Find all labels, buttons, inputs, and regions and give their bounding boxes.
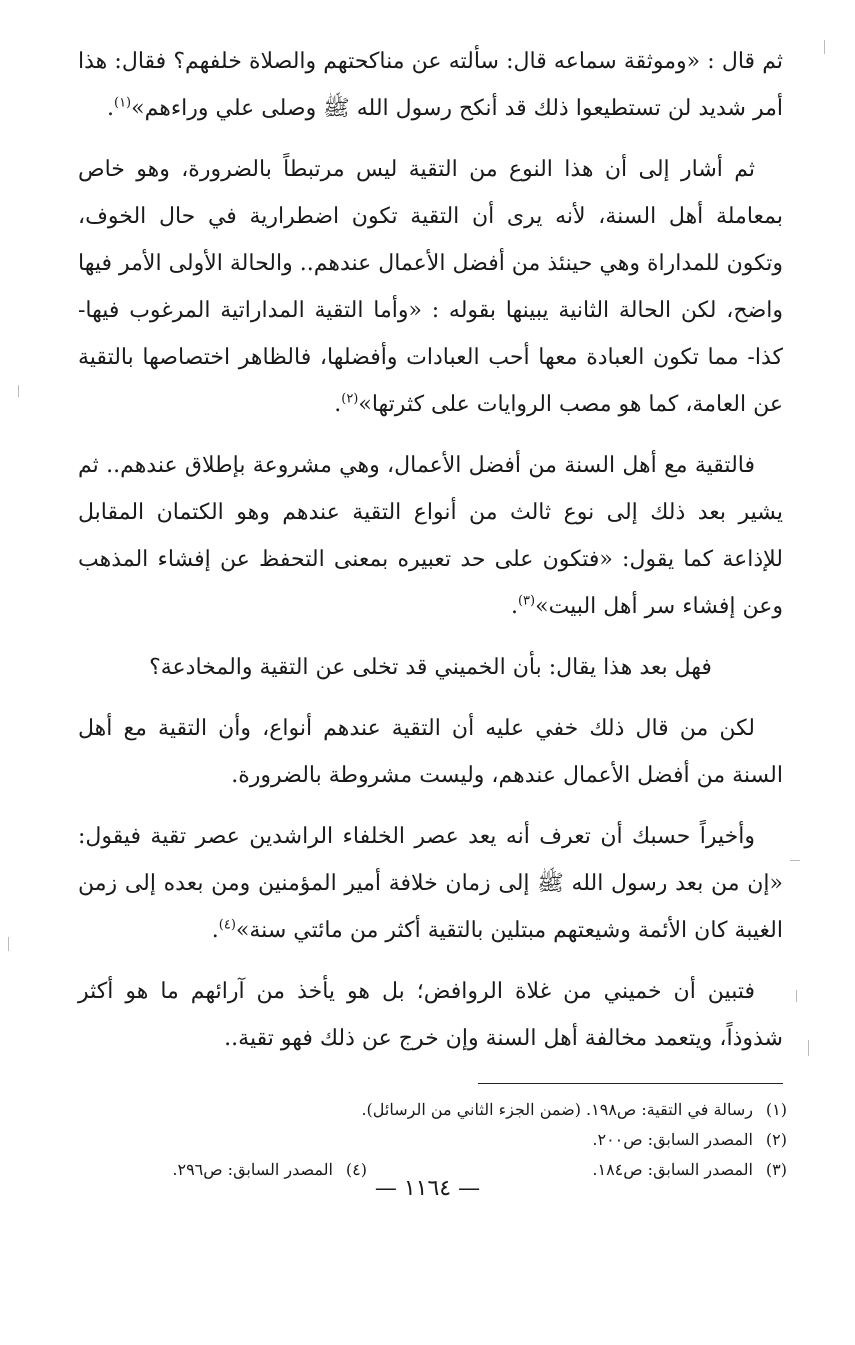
footnote-ref-3[interactable]: (٣) <box>517 593 536 609</box>
footnote-1-number: (١) <box>765 1100 787 1119</box>
paragraph-3 <box>78 442 783 630</box>
footnote-ref-2[interactable]: (٢) <box>341 391 359 407</box>
margin-mark <box>808 1040 809 1056</box>
paragraph-7 <box>78 968 783 1062</box>
footnote-1-text: رسالة في التقية: ص١٩٨. (ضمن الجزء الثاني من الرسائل). <box>361 1100 753 1119</box>
paragraph-1-end: . <box>106 96 114 121</box>
footnotes <box>110 1095 787 1185</box>
footnote-ref-1[interactable]: (١) <box>113 95 132 111</box>
paragraph-5-text: لكن من قال ذلك خفي عليه أن التقية عندهم أنواع، وأن التقية مع أهل السنة من أفضل الأعمال عندهم، وليست مشروطة بالضرورة. <box>78 716 783 788</box>
footnote-2 <box>110 1125 787 1155</box>
footnote-1 <box>110 1095 787 1125</box>
paragraph-6-text: وأخيراً حسبك أن تعرف أنه يعد عصر الخلفاء الراشدين عصر تقية فيقول: «إن من بعد رسول الله ﷺ إلى زمان خلافة أمير المؤمنين ومن بعده إلى زمن الغيبة كان الأئمة وشيعتهم مبتلين بالتقية أكثر من مائتي سنة» <box>78 824 783 943</box>
paragraph-4-text: فهل بعد هذا يقال: بأن الخميني قد تخلى عن التقية والمخادعة؟ <box>149 655 712 680</box>
footnote-2-text: المصدر السابق: ص٢٠٠. <box>592 1130 753 1149</box>
footnote-3-text: المصدر السابق: ص١٨٤. <box>592 1160 753 1179</box>
footnote-4-number: (٤) <box>345 1160 367 1179</box>
page-number: — ١١٦٤ — <box>374 1176 481 1201</box>
paragraph-2-end: . <box>334 392 342 417</box>
footnote-2-number: (٢) <box>765 1130 787 1149</box>
paragraph-2 <box>78 146 783 428</box>
paragraph-5 <box>78 705 783 799</box>
footnote-4-text: المصدر السابق: ص٢٩٦. <box>172 1160 333 1179</box>
paragraph-4 <box>78 644 783 691</box>
margin-mark <box>8 937 9 951</box>
paragraph-7-text: فتبين أن خميني من غلاة الروافض؛ بل هو يأخذ من آرائهم ما هو أكثر شذوذاً، ويتعمد مخالفة أهل السنة وإن خرج عن ذلك فهو تقية.. <box>78 979 783 1051</box>
footnote-3-number: (٣) <box>765 1160 787 1179</box>
paragraph-1-text: ثم قال : «وموثقة سماعه قال: سألته عن مناكحتهم والصلاة خلفهم؟ فقال: هذا أمر شديد لن تستطيعوا ذلك قد أنكح رسول الله ﷺ وصلى علي وراءهم» <box>78 49 783 121</box>
paragraph-6 <box>78 813 783 954</box>
footnote-ref-4[interactable]: (٤) <box>218 917 236 933</box>
margin-mark <box>18 385 19 397</box>
paragraph-2-text: ثم أشار إلى أن هذا النوع من التقية ليس مرتبطاً بالضرورة، وهو خاص بمعاملة أهل السنة، لأنه يرى أن التقية تكون اضطرارية في حال الخوف، وتكون للمداراة وهي حينئذ من أفضل الأعمال عندهم.. والحالة الأولى الأمر فيها واضح، لكن الحالة الثانية يبينها بقوله : «وأما التقية المداراتية المرغوب فيها- كذا- مما تكون العبادة معها أحب العبادات وأفضلها، فالظاهر اختصاصها بالتقية عن العامة، كما هو مصب الروايات على كثرتها» <box>78 157 783 417</box>
footnote-separator <box>478 1083 783 1084</box>
margin-mark <box>790 860 800 861</box>
paragraph-3-text: فالتقية مع أهل السنة من أفضل الأعمال، وهي مشروعة بإطلاق عندهم.. ثم يشير بعد ذلك إلى نوع ثالث من أنواع التقية عندهم وهو الكتمان المقابل للإذاعة كما يقول: «فتكون على حد تعبيره بمعنى التحفظ عن إفشاء المذهب وعن إفشاء سر أهل البيت» <box>78 453 783 619</box>
paragraph-1 <box>78 38 783 132</box>
margin-mark <box>796 990 797 1002</box>
paragraph-3-end: . <box>510 594 518 619</box>
main-text <box>78 38 783 1076</box>
margin-mark <box>824 40 825 54</box>
paragraph-6-end: . <box>211 918 219 943</box>
